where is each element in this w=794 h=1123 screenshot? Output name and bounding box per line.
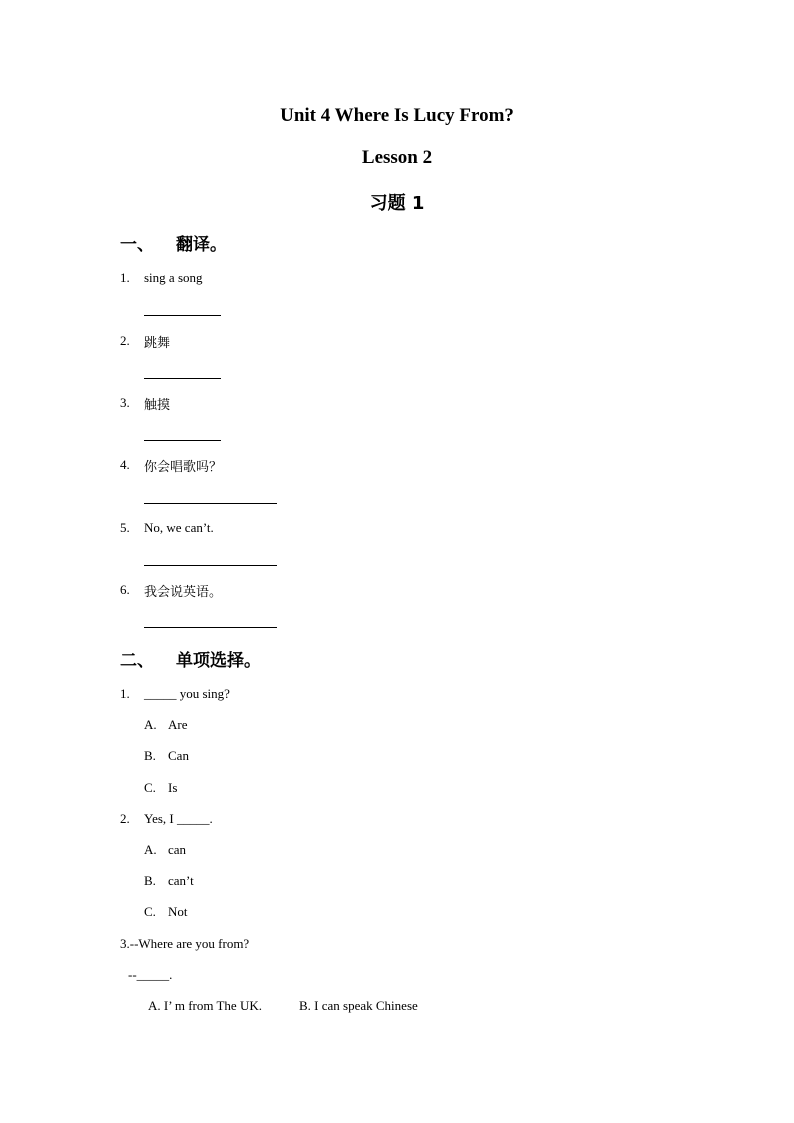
s1-item3-answer-line[interactable] bbox=[144, 440, 221, 441]
s1-item1-number: 1. bbox=[120, 270, 130, 285]
s2-q2-blank[interactable]: _____ bbox=[177, 811, 210, 826]
s2-q1-option-b-text: Can bbox=[168, 748, 189, 763]
s1-item5-text: No, we can’t. bbox=[144, 520, 214, 535]
s2-q3-suffix: . bbox=[169, 967, 173, 982]
s2-q2-option-c-text: Not bbox=[168, 904, 188, 919]
s2-q3-blank[interactable]: _____ bbox=[136, 967, 170, 982]
s1-item2-text: 跳舞 bbox=[144, 336, 171, 351]
s2-q1-text bbox=[144, 686, 230, 702]
s1-item6-number: 6. bbox=[120, 582, 130, 597]
s2-q3-question: 3.--Where are you from? bbox=[120, 936, 250, 951]
s2-q3-prefix: -- bbox=[128, 967, 137, 982]
s1-item5-answer-line[interactable] bbox=[144, 565, 277, 566]
s2-q2-option-a-letter: A. bbox=[144, 842, 157, 857]
section1-title: 翻译。 bbox=[176, 235, 227, 255]
s1-item1-text: sing a song bbox=[144, 270, 203, 285]
s2-q2-text-before: Yes, I bbox=[144, 811, 177, 826]
s2-q1-option-c-text: Is bbox=[168, 780, 178, 795]
s1-item4-number: 4. bbox=[120, 457, 130, 472]
s2-q1-blank[interactable]: _____ bbox=[144, 686, 177, 701]
section1-number: 一、 bbox=[120, 235, 154, 255]
s1-item2-number: 2. bbox=[120, 333, 130, 348]
s2-q1-number: 1. bbox=[120, 686, 130, 701]
lesson-title: Lesson 2 bbox=[361, 147, 433, 168]
s2-q2-option-b-letter: B. bbox=[144, 873, 156, 888]
s1-item3-number: 3. bbox=[120, 395, 130, 410]
s2-q1-option-a-text: Are bbox=[168, 717, 188, 732]
page-title: Unit 4 Where Is Lucy From? bbox=[280, 105, 514, 126]
s2-q1-text-after: you sing? bbox=[176, 686, 230, 701]
s2-q2-option-c-letter: C. bbox=[144, 904, 156, 919]
s2-q1-option-b-letter: B. bbox=[144, 748, 156, 763]
s2-q2-number: 2. bbox=[120, 811, 130, 826]
s2-q2-option-b-text: can’t bbox=[168, 873, 194, 888]
s2-q2-option-a-text: can bbox=[168, 842, 187, 857]
s1-item1-answer-line[interactable] bbox=[144, 315, 221, 316]
s2-q3-option-b: B. I can speak Chinese bbox=[299, 998, 418, 1013]
exercise-title: 习题 1 bbox=[369, 193, 425, 214]
section1-heading bbox=[120, 230, 227, 255]
section2-title: 单项选择。 bbox=[176, 651, 261, 671]
section2-heading bbox=[120, 646, 261, 671]
s1-item6-answer-line[interactable] bbox=[144, 627, 277, 628]
s1-item5-number: 5. bbox=[120, 520, 130, 535]
s2-q1-option-a-letter: A. bbox=[144, 717, 157, 732]
s1-item4-text: 你会唱歌吗？ bbox=[144, 460, 223, 475]
s2-q1-option-c-letter: C. bbox=[144, 780, 156, 795]
s1-item3-text: 触摸 bbox=[144, 398, 171, 413]
s1-item4-answer-line[interactable] bbox=[144, 503, 277, 504]
s2-q2-text bbox=[144, 811, 213, 827]
s2-q2-text-after: . bbox=[209, 811, 213, 826]
s2-q3-option-a: A. I’ m from The UK. bbox=[148, 998, 262, 1013]
s1-item6-text: 我会说英语。 bbox=[144, 585, 223, 600]
section2-number: 二、 bbox=[120, 651, 154, 671]
s2-q3-answer-line bbox=[128, 967, 172, 983]
s1-item2-answer-line[interactable] bbox=[144, 378, 221, 379]
